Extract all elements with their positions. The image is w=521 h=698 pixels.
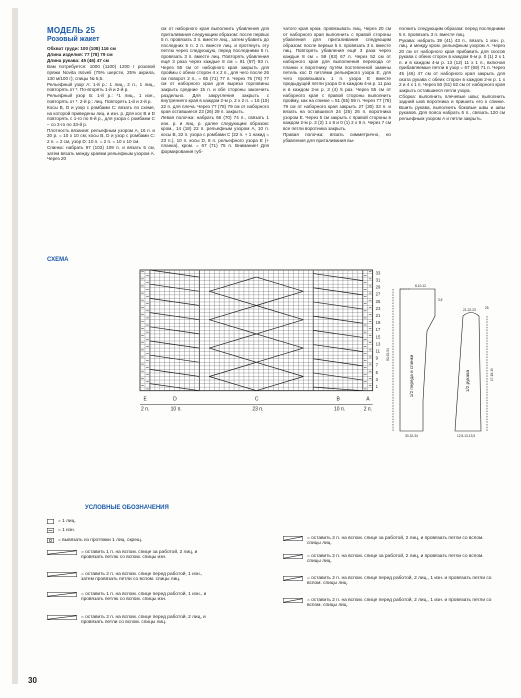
stitch-symbol-icon bbox=[283, 598, 303, 605]
row-number: 29 bbox=[375, 284, 381, 290]
text-column-1 bbox=[47, 26, 155, 162]
stitch-symbol-icon bbox=[47, 550, 77, 557]
paragraph: Правая полочка: вязать симметрично, но убавления для приталивания вы- bbox=[283, 131, 391, 143]
chart-stitch-count: 10 п. bbox=[334, 406, 346, 413]
dim-label: 8-10-12 bbox=[415, 284, 426, 288]
row-number: 17 bbox=[375, 327, 381, 333]
stitch-symbol-icon bbox=[47, 528, 54, 535]
legend-heading: УСЛОВНЫЕ ОБОЗНАЧЕНИЯ bbox=[85, 505, 169, 511]
dim-label: 12,5-13-13,5 bbox=[457, 434, 476, 438]
row-number: 7 bbox=[375, 362, 378, 368]
paragraph: Косы В, D и узор с ромбами С: вязать по схеме, на которой приведены лиц. и изн. р. Для кос В и D повторять с 1-го по 8-й р., для узора с ромбами С – со 2-го по 33-й р. bbox=[47, 105, 155, 127]
knitting-chart bbox=[44, 266, 399, 496]
paragraph: см от наборного края выполнить убавления для приталивания следующим образом: после первых 5 п. провязать 3 п. вместе лиц., затем убавить до последних 5 п. 2 п. вместе лиц. и протянуть эту петлю через следующую, перед последними 5 п. провязать 3 п. вместе лиц. Повторять убавления ещё 3 раза через каждые 8 см = 81 (87) 93 п. Через 55 см от наборного края закрыть для проймы с обеих сторон 4 х 2 п., для чего после 26 см поворот 2 п., = 65 (71) 77 п. Через 75 (76) 77 см от наборного края для выреза горловины закрыть средние 15 п. и обе стороны закончить раздельно. Для закругления закрыть с внутреннего края в каждом 2-м р. 2 х 2 п. = 16 (19) 22 п. для плеча. Через 77 (78) 79 см от наборного края оставшиеся 23 (26) 29 п. закрыть. bbox=[161, 26, 269, 115]
row-number: 13 bbox=[375, 341, 381, 347]
legend-text: = оставить 1 п. на вспом. спице за работой, 2 лиц, и провязать петлю со вспом. спицы изн. bbox=[81, 550, 198, 561]
binding-edge bbox=[12, 8, 18, 684]
garment-schematic bbox=[375, 281, 520, 501]
row-number: 5 bbox=[375, 369, 378, 375]
row-number: 19 bbox=[375, 320, 381, 326]
legend-item bbox=[47, 615, 217, 625]
row-number: 23 bbox=[375, 305, 381, 311]
chart-stitch-count: 23 п. bbox=[252, 406, 264, 413]
chart-stitch-count: 2 п. bbox=[363, 406, 372, 413]
legend-text: = 1 изн. bbox=[58, 528, 75, 533]
legend-text: = оставить 2 п. на вспом. спице перед работой, 1 изн., затем провязать петли со вспом. спицы лиц. bbox=[81, 572, 203, 583]
page-number: 30 bbox=[28, 676, 37, 685]
text-column-2 bbox=[161, 26, 269, 155]
paragraph: Сборка: выполнить плечевые швы; выполнить задний шов воротника и пришить его к спинке. Вшить рукава, выполнить боковые швы и швы рукавов. Для пояса набрать 6 п., связать 120 см рельефным узором А и петли закрыть. bbox=[399, 93, 505, 121]
dim-label: 17-18-19 bbox=[490, 368, 494, 381]
legend-item bbox=[283, 554, 493, 564]
scheme-heading: СХЕМА bbox=[47, 257, 69, 263]
paragraph: чатого края кром. провязывать лиц. Через 20 см от наборного края выполнить с правой стороны убавления для приталивания следующим образом: после первых 5 п. провязать 3 п. вместе лиц. Повторять убавления ещё 3 раза через каждые 8 см = 59 (63) 67 п. Через 52 см от наборного края для выполнения перехода от планки к воротнику путём постепенной замены петель кос D петлями рельефного узора Е, для чего провязывать 1 п. узора Е вместе предыдущей петли узора D в каждом 4-м р. 11 раз и в каждом 2-м р. 3 (4) 5 раз. Через 55 см от наборного края с правой стороны выполнить пройму, как на спинке = 51 (55) 59 п. Через 77 (78) 79 см от наборного края закрыть 27 (30) 33 п. и вязать на оставшихся 24 (25) 26 п. воротника узором Е. Через 5 см закрыть с правой стороны в каждом 2-м р. 3 (2) 1 х 8 и 0 (1) 2 х 9 п. Через 7 см все петли воротника закрыть. bbox=[283, 26, 391, 131]
stitch-symbol-icon bbox=[283, 536, 303, 543]
row-number: 33 bbox=[375, 270, 381, 276]
chart-section-letter: B bbox=[336, 396, 340, 403]
row-number: 21 bbox=[375, 312, 381, 318]
legend-text: = оставить 2 п. на вспом. спице перед работой, 2 лиц., 1 изн. и провязать петли со вспом. спицы лиц. bbox=[307, 576, 492, 587]
chart-stitch-count: 2 п. bbox=[140, 406, 150, 413]
stitch-symbol-icon bbox=[47, 519, 54, 526]
schematic-label-sleeve: 1/2 рукава bbox=[465, 369, 470, 393]
paragraph: Обхват груди: 100 (108) 116 см bbox=[47, 46, 116, 51]
legend-item bbox=[47, 528, 155, 535]
paragraph: Левая полочка: набрать 66 (70) 74 п., связать 1 изн. р. и лиц. р. далее следующим образом: кром., 14 (18) 22 п. рельефным узором А, 10 п. косы В, 22 п. узора с ромбами С (22 п. + 1 накид = 23 п.), 10 п. косы D, 8 п. рельефного узора Е (+ планка), кром. = 67 (71) 75 п. Внимание! Для формирования губ- bbox=[161, 115, 269, 154]
model-subtitle: Розовый жакет bbox=[47, 36, 100, 43]
dim-label: 50-52-54 bbox=[386, 348, 390, 361]
schematic-label-body: 1/2 переда и спинки bbox=[409, 354, 414, 398]
legend-item bbox=[47, 538, 197, 545]
dim-label: 21-22-23 bbox=[463, 308, 476, 312]
chart-section-letter: A bbox=[366, 396, 370, 403]
paragraph: Рельефный узор Б: 1-й р.: *1 лиц., 1 изн., повторять от *. 2-й р.: лиц. Повторять 1-й и 2-й р. bbox=[47, 93, 155, 104]
row-number: 1 bbox=[375, 383, 378, 389]
row-number: 31 bbox=[375, 277, 381, 283]
legend-text: = оставить 2 п. на вспом. спице перед работой, 2 лиц, и провязать петли со вспом. спицы лиц. bbox=[81, 615, 206, 626]
paragraph: Рукава: набрать 39 (41) 43 п., вязать 1 изн. р. лиц. и между кром. рельефным узором А. Через 20 см от наборного края прибавить для скосов рукава с обеих сторон в каждом 6-м р. 0 (1) 2 х 1 п. и в каждом 4-м р. 13 (12) 11 х 1 п., включая прибавляемые петли в узор = 67 (69) 71 п. Через 45 (46) 47 см от наборного края закрыть для оката рукава с обеих сторон в каждом 2-м р. 1 х 2 и 4 х 1 п. Через 50 (51) 52 см от наборного края закрыть оставшиеся петли узора. bbox=[399, 37, 505, 93]
legend-text: = оставить 2 п. на вспом. спице за работой, 2 лиц, и провязать петли со вспом. спицы лиц. bbox=[307, 536, 484, 547]
row-number: 27 bbox=[375, 291, 381, 297]
paragraph: Длина рукава: 45 (46) 47 см bbox=[47, 58, 110, 64]
chart-section-letter: D bbox=[173, 396, 177, 403]
text-column-3 bbox=[283, 26, 391, 144]
schematic-svg bbox=[375, 281, 520, 501]
stitch-symbol-icon bbox=[47, 592, 77, 599]
paragraph: Рельефный узор А: 1-й р.: 1 лиц., 2 п., 1 лиц., повторять от *. По-вторять 1-й и 2-й р. bbox=[47, 81, 155, 93]
row-number: 3 bbox=[375, 376, 378, 382]
chart-section-letter: E bbox=[143, 396, 147, 403]
stitch-symbol-icon bbox=[47, 572, 77, 579]
legend-text: = оставить 2 п. на вспом. спице перед работой, 2 лиц., 1 изн. и провязать петли со вспом. спицы лиц. bbox=[307, 598, 492, 609]
stitch-symbol-icon bbox=[47, 538, 54, 545]
text-column-4 bbox=[399, 26, 505, 122]
legend-item bbox=[47, 572, 212, 582]
dim-label: 3,5 bbox=[438, 298, 443, 302]
dim-label: 25 bbox=[485, 306, 489, 310]
legend-item bbox=[47, 592, 212, 602]
stitch-symbol-icon bbox=[47, 615, 77, 622]
stitch-symbol-icon bbox=[283, 576, 303, 583]
chart-stitch-count: 10 п. bbox=[170, 406, 182, 413]
legend-item bbox=[283, 598, 493, 608]
chart-grid bbox=[44, 266, 399, 496]
dim-label: 30-32-34 bbox=[405, 434, 418, 438]
legend-text: = вывязать из протяжки 1 лиц. скрещ. bbox=[58, 538, 143, 543]
legend-item bbox=[47, 519, 155, 526]
paragraph: полнить следующим образом: перед последними 5 п. провязать 3 п. вместе лиц. bbox=[399, 26, 505, 37]
legend-item bbox=[283, 536, 493, 546]
model-title: МОДЕЛЬ 25 bbox=[47, 26, 96, 35]
paragraph: Спинка: набрать 97 (103) 109 п. и вязать 5 см, затем вязать между краями рельефным узором А. Через 20 bbox=[47, 145, 155, 162]
legend-text: = 1 лиц. bbox=[58, 519, 76, 524]
row-number: 9 bbox=[375, 355, 378, 361]
paragraph: Вам потребуется: 1000 (1100) 1200 г розовой пряжи Novita Isoveli (75% шерсти, 25% акрила, 130 м/100 г); спицы № 5,5. bbox=[47, 64, 155, 81]
row-number: 25 bbox=[375, 298, 381, 304]
legend-item bbox=[47, 550, 209, 560]
legend-text: = оставить 1 п. на вспом. спице перед работой, 1 изн., и провязать петлю со вспом. спицы изн. bbox=[81, 592, 207, 603]
legend-text: = оставить 2 п. на вспом. спице за работой, 2 лиц, и провязать петли со вспом. спицы лиц. bbox=[307, 554, 484, 565]
legend-item bbox=[283, 576, 493, 586]
row-number: 11 bbox=[375, 348, 381, 354]
row-number: 15 bbox=[375, 334, 381, 340]
paragraph: Плотность вязания: рельефным узором А, 16 п. и 20 р. = 10 х 10 см; косы В, D и узор с ромбами С: 2 п. = 2 см, узор D: 10 п. = 2 п. = 10 х 10 см. bbox=[47, 127, 155, 144]
paragraph: Длина изделия: 77 (78) 79 см bbox=[47, 52, 113, 58]
chart-section-letter: C bbox=[254, 396, 259, 403]
stitch-symbol-icon bbox=[283, 554, 303, 561]
